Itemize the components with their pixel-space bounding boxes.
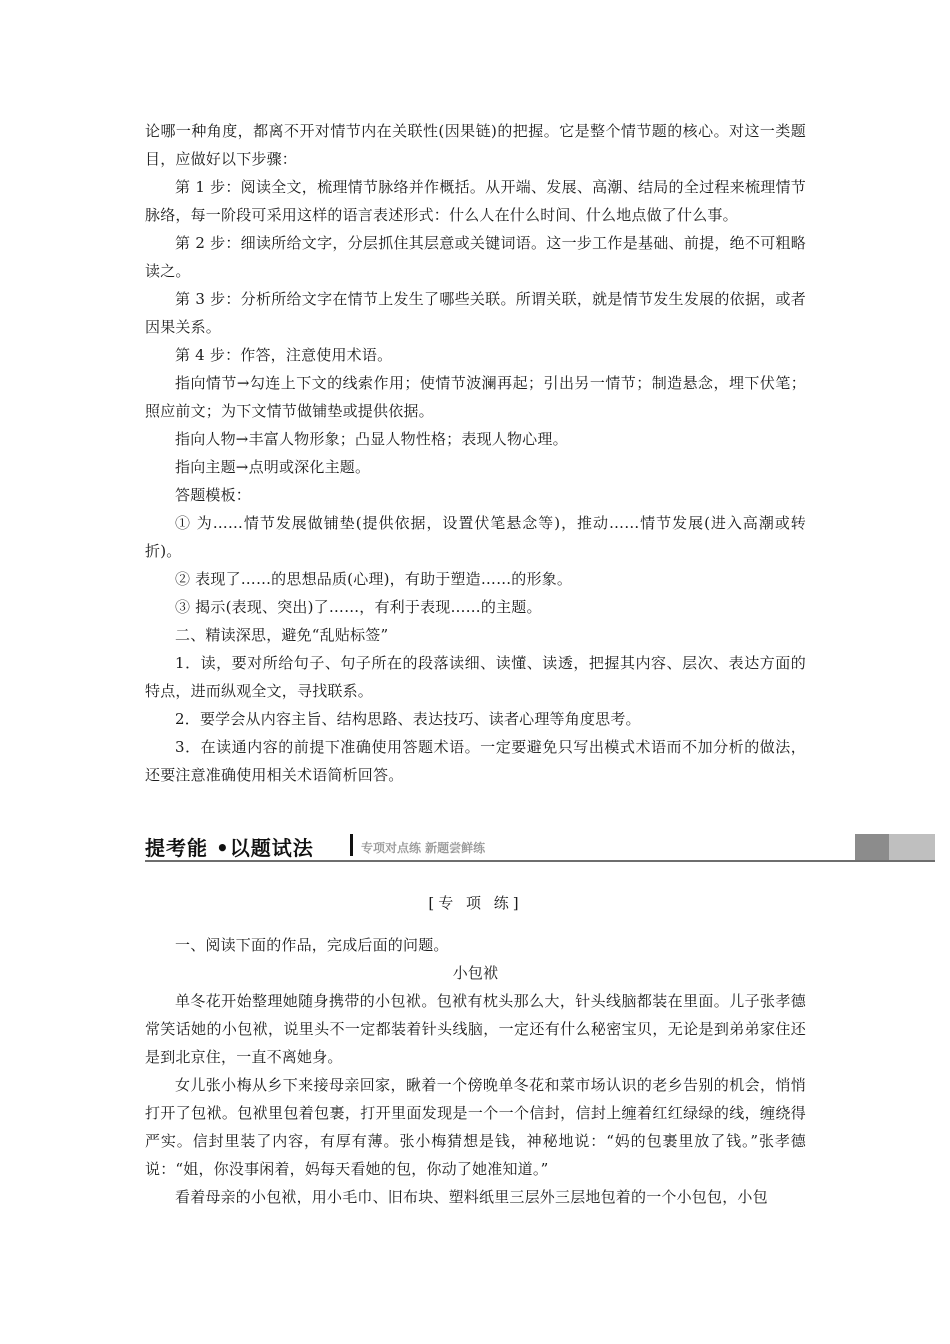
section-banner — [145, 830, 935, 862]
story-paragraph: 单冬花开始整理她随身携带的小包袱。包袱有枕头那么大，针头线脑都装在里面。儿子张孝德常笑话她的小包袱，说里头不一定都装着针头线脑，一定还有什么秘密宝贝，无论是到弟弟家住还是到北京住，一直不离她身。 — [145, 992, 806, 1066]
tip-1: 1．读，要对所给句子、句子所在的段落读细、读懂、读透，把握其内容、层次、表达方面的特点，进而纵观全文，寻找联系。 — [145, 654, 806, 700]
body-text — [145, 117, 806, 789]
banner-underline — [145, 860, 935, 862]
paragraph: 论哪一种角度，都离不开对情节内在关联性(因果链)的把握。它是整个情节题的核心。对这一类题目，应做好以下步骤： — [145, 122, 806, 168]
story-title: 小包袱 — [452, 964, 499, 982]
tip-2: 2．要学会从内容主旨、结构思路、表达技巧、读者心理等角度思考。 — [175, 710, 641, 728]
exercise-instruction: 一、阅读下面的作品，完成后面的问题。 — [175, 936, 449, 954]
banner-decoration-light — [889, 834, 935, 860]
banner-divider — [350, 834, 353, 856]
step-4: 第 4 步：作答，注意使用术语。 — [175, 346, 393, 364]
section-two-heading: 二、精读深思，避免“乱贴标签” — [175, 626, 389, 644]
exercise-heading: [专 项 练] — [428, 894, 523, 912]
template-3: ③ 揭示(表现、突出)了……，有利于表现……的主题。 — [175, 598, 542, 616]
story-paragraph: 看着母亲的小包袱，用小毛巾、旧布块、塑料纸里三层外三层地包着的一个小包包，小包 — [175, 1188, 768, 1206]
banner-title: 提考能 •以题试法 — [145, 836, 314, 860]
step-1: 第 1 步：阅读全文，梳理情节脉络并作概括。从开端、发展、高潮、结局的全过程来梳理情节脉络，每一阶段可采用这样的语言表述形式：什么人在什么时间、什么地点做了什么事。 — [145, 178, 806, 224]
story-paragraph: 女儿张小梅从乡下来接母亲回家，瞅着一个傍晚单冬花和菜市场认识的老乡告别的机会，悄悄打开了包袱。包袱里包着包裹，打开里面发现是一个一个信封，信封上缠着红红绿绿的线，缠绕得严实。信封里装了内容，有厚有薄。张小梅猜想是钱，神秘地说：“妈的包裹里放了钱。”张孝德说：“姐，你没事闲着，妈每天看她的包，你动了她准知道。” — [145, 1076, 806, 1178]
step-2: 第 2 步：细读所给文字，分层抓住其层意或关键词语。这一步工作是基础、前提，绝不可粗略读之。 — [145, 234, 806, 280]
character-pointer: 指向人物→丰富人物形象；凸显人物性格；表现人物心理。 — [175, 430, 568, 448]
plot-pointer: 指向情节→勾连上下文的线索作用；使情节波澜再起；引出另一情节；制造悬念，埋下伏笔；照应前文；为下文情节做铺垫或提供依据。 — [145, 374, 806, 420]
template-2: ② 表现了……的思想品质(心理)，有助于塑造……的形象。 — [175, 570, 573, 588]
tip-3: 3．在读通内容的前提下准确使用答题术语。一定要避免只写出模式术语而不加分析的做法，还要注意准确使用相关术语简析回答。 — [145, 738, 806, 784]
banner-decoration-dark — [855, 834, 889, 860]
template-1: ① 为……情节发展做铺垫(提供依据，设置伏笔悬念等)，推动……情节发展(进入高潮或转折)。 — [145, 514, 806, 560]
template-label: 答题模板： — [175, 486, 252, 504]
banner-subtitle: 专项对点练 新题尝鲜练 — [361, 841, 486, 855]
theme-pointer: 指向主题→点明或深化主题。 — [175, 458, 371, 476]
step-3: 第 3 步：分析所给文字在情节上发生了哪些关联。所谓关联，就是情节发生发展的依据，或者因果关系。 — [145, 290, 806, 336]
exercise-section — [145, 889, 806, 1211]
